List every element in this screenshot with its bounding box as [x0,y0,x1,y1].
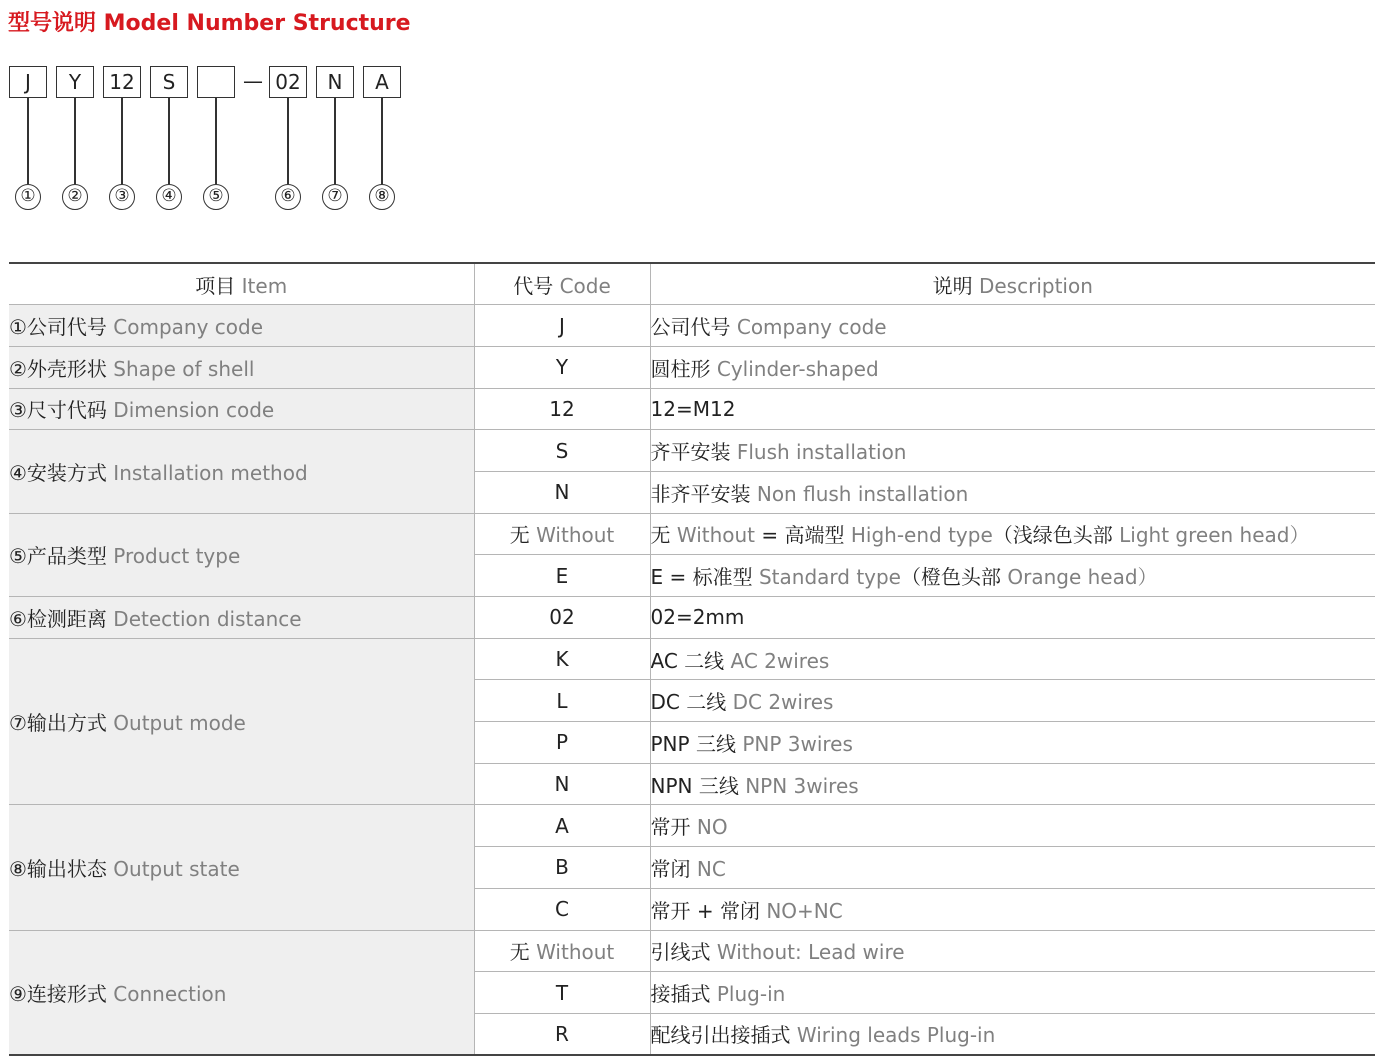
code-cell: R [474,1013,650,1055]
item-cell: ②外壳形状 Shape of shell [9,346,474,388]
description-cell: 非齐平安装 Non flush installation [650,471,1375,513]
code-cell: E [474,555,650,597]
circle-number-5: ⑤ [203,184,229,210]
code-dash: — [243,69,263,93]
connector-line [121,98,123,184]
circle-number-1: ① [15,184,41,210]
table-row [9,346,1375,388]
code-box-shape: Y [56,66,94,98]
table-row [9,597,1375,639]
code-cell: J [474,305,650,347]
code-cell: N [474,471,650,513]
connector-line [287,98,289,184]
description-cell: PNP 三线 PNP 3wires [650,722,1375,764]
item-cell: ⑧输出状态 Output state [9,805,474,930]
code-cell: K [474,638,650,680]
description-cell: AC 二线 AC 2wires [650,638,1375,680]
item-cell: ⑥检测距离 Detection distance [9,597,474,639]
description-cell: 接插式 Plug-in [650,972,1375,1014]
table-row [9,930,1375,972]
table-row [9,513,1375,555]
description-cell: 无 Without = 高端型 High-end type（浅绿色头部 Light green head） [650,513,1375,555]
circle-number-4: ④ [156,184,182,210]
description-cell: 常开 + 常闭 NO+NC [650,888,1375,930]
model-code-diagram [0,0,420,225]
model-spec-table [9,262,1375,1056]
code-box-product [197,66,235,98]
description-cell: 02=2mm [650,597,1375,639]
code-cell: L [474,680,650,722]
code-cell: P [474,722,650,764]
circle-number-7: ⑦ [322,184,348,210]
description-cell: NPN 三线 NPN 3wires [650,763,1375,805]
code-box-distance: 02 [269,66,307,98]
description-cell: 公司代号 Company code [650,305,1375,347]
connector-line [215,98,217,184]
circle-number-2: ② [62,184,88,210]
code-box-state: A [363,66,401,98]
connector-line [27,98,29,184]
item-cell: ⑨连接形式 Connection [9,930,474,1055]
table-row [9,388,1375,430]
code-cell: S [474,430,650,472]
page-title: 型号说明 Model Number Structure [8,11,411,36]
description-cell: 常开 NO [650,805,1375,847]
code-cell: B [474,847,650,889]
connector-line [381,98,383,184]
circle-number-3: ③ [109,184,135,210]
description-cell: 配线引出接插式 Wiring leads Plug-in [650,1023,996,1048]
description-cell: 圆柱形 Cylinder-shaped [650,346,1375,388]
item-cell: ⑤产品类型 Product type [9,513,474,596]
table-row [9,638,1375,680]
circle-number-6: ⑥ [275,184,301,210]
code-cell: 无 Without [474,930,650,972]
description-cell: 12=M12 [650,388,1375,430]
code-box-install: S [150,66,188,98]
item-cell: ④安装方式 Installation method [9,430,474,513]
code-box-company: J [9,66,47,98]
item-cell: ③尺寸代码 Dimension code [9,388,474,430]
code-cell: A [474,805,650,847]
code-cell: 02 [474,597,650,639]
item-cell: ①公司代号 Company code [9,305,474,347]
item-cell: ⑦输出方式 Output mode [9,638,474,805]
code-cell: T [474,972,650,1014]
description-cell: 齐平安装 Flush installation [650,430,1375,472]
description-cell: E = 标准型 Standard type（橙色头部 Orange head） [650,555,1375,597]
description-cell: 常闭 NC [650,847,1375,889]
description-cell: 引线式 Without: Lead wire [650,930,1375,972]
table-row [9,430,1375,472]
code-box-output: N [316,66,354,98]
code-cell: 无 Without [474,513,650,555]
code-cell: Y [474,346,650,388]
description-cell: DC 二线 DC 2wires [650,680,1375,722]
connector-line [168,98,170,184]
connector-line [74,98,76,184]
code-box-dimension: 12 [103,66,141,98]
code-cell: N [474,763,650,805]
code-cell: 12 [474,388,650,430]
table-header-row [9,263,1375,305]
table-row [9,805,1375,847]
connector-line [334,98,336,184]
circle-number-8: ⑧ [369,184,395,210]
header-item: 项目 Item [9,263,474,305]
header-code: 代号 Code [474,263,650,305]
table-row [9,305,1375,347]
header-description: 说明 Description [650,263,1375,305]
code-cell: C [474,888,650,930]
